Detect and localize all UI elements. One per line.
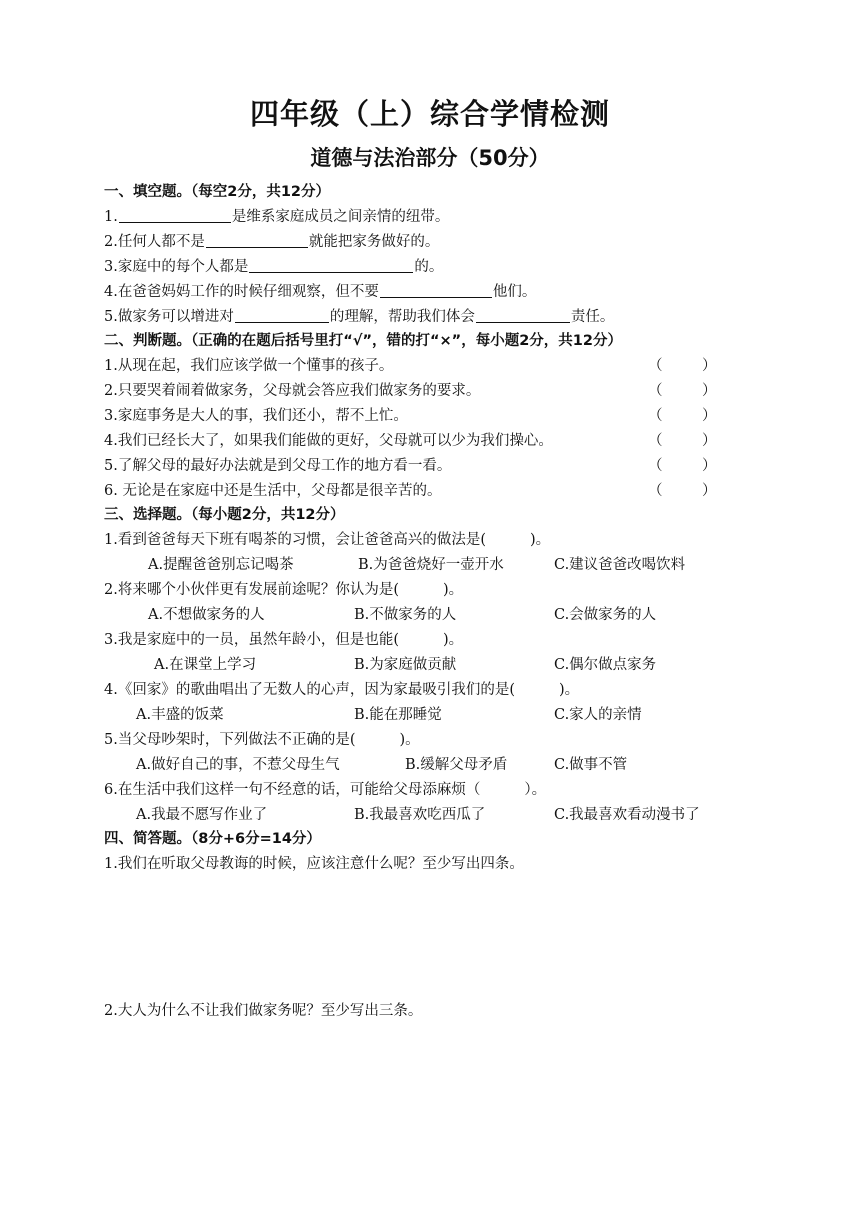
question-text: )。: [443, 632, 464, 648]
choice-option-c[interactable]: C.建议爸爸改喝饮料: [554, 557, 686, 573]
answer-parentheses[interactable]: （ ）: [648, 458, 717, 474]
answer-parentheses[interactable]: （ ）: [648, 358, 717, 374]
fill-question-2: [104, 230, 439, 254]
judge-question-5: 5.了解父母的最好办法就是到父母工作的地方看一看。: [104, 458, 452, 474]
choice-option-a[interactable]: A.提醒爸爸别忘记喝茶: [148, 557, 294, 573]
judge-question-1: 1.从现在起，我们应该学做一个懂事的孩子。: [104, 358, 394, 374]
question-number: 1.: [104, 209, 118, 225]
choice-question-1: [104, 528, 550, 552]
question-text: 1.看到爸爸每天下班有喝茶的习惯，会让爸爸高兴的做法是(: [104, 532, 486, 548]
fill-question-3: [104, 255, 443, 279]
choice-option-c[interactable]: C.会做家务的人: [554, 607, 657, 623]
answer-blank[interactable]: [380, 281, 492, 298]
fill-question-5: [104, 305, 614, 329]
choice-option-a[interactable]: A.在课堂上学习: [154, 657, 257, 673]
question-text: 是维系家庭成员之间亲情的纽带。: [231, 209, 450, 225]
choice-option-b[interactable]: B.不做家务的人: [354, 607, 457, 623]
question-text: )。: [443, 582, 464, 598]
fill-question-1: [104, 205, 449, 229]
question-text: 的理解，帮助我们体会: [329, 309, 475, 325]
choice-option-c[interactable]: C.我最喜欢看动漫书了: [554, 807, 700, 823]
choice-option-c[interactable]: C.偶尔做点家务: [554, 657, 657, 673]
section-fill-heading: 一、填空题。（每空2分，共12分）: [104, 184, 331, 200]
answer-blank[interactable]: [476, 306, 570, 323]
question-text: 5.做家务可以增进对: [104, 309, 234, 325]
question-text: )。: [399, 732, 420, 748]
answer-blank[interactable]: [119, 206, 231, 223]
question-text: 他们。: [492, 284, 537, 300]
answer-blank[interactable]: [249, 256, 413, 273]
answer-parentheses[interactable]: （ ）: [648, 433, 717, 449]
answer-parentheses[interactable]: （ ）: [648, 383, 717, 399]
choice-option-b[interactable]: B.缓解父母矛盾: [405, 757, 508, 773]
question-text: 4.在爸爸妈妈工作的时候仔细观察，但不要: [104, 284, 379, 300]
choice-option-a[interactable]: A.丰盛的饭菜: [136, 707, 224, 723]
question-text: 3.家庭中的每个人都是: [104, 259, 249, 275]
fill-question-4: [104, 280, 536, 304]
page-title: 四年级（上）综合学情检测: [249, 97, 610, 131]
choice-question-4: [104, 678, 579, 702]
question-text: 责任。: [570, 309, 615, 325]
question-text: 3.我是家庭中的一员，虽然年龄小，但是也能(: [104, 632, 399, 648]
answer-parentheses[interactable]: （ ）: [648, 408, 717, 424]
choice-option-b[interactable]: B.我最喜欢吃西瓜了: [354, 807, 486, 823]
short-answer-question-1: 1.我们在听取父母教诲的时候，应该注意什么呢？至少写出四条。: [104, 856, 524, 872]
choice-option-b[interactable]: B.能在那睡觉: [354, 707, 442, 723]
question-text: 2.将来哪个小伙伴更有发展前途呢？你认为是(: [104, 582, 399, 598]
judge-question-3: 3.家庭事务是大人的事，我们还小，帮不上忙。: [104, 408, 408, 424]
answer-blank[interactable]: [235, 306, 329, 323]
question-text: 6.在生活中我们这样一句不经意的话，可能给父母添麻烦（: [104, 782, 481, 798]
choice-question-2: [104, 578, 463, 602]
answer-parentheses[interactable]: （ ）: [648, 483, 717, 499]
judge-question-6: 6. 无论是在家庭中还是生活中，父母都是很辛苦的。: [104, 483, 442, 499]
question-text: 2.任何人都不是: [104, 234, 205, 250]
question-text: )。: [530, 532, 551, 548]
choice-question-5: [104, 728, 420, 752]
choice-option-c[interactable]: C.家人的亲情: [554, 707, 642, 723]
choice-option-a[interactable]: A.不想做家务的人: [148, 607, 265, 623]
question-text: 的。: [414, 259, 444, 275]
choice-option-b[interactable]: B.为家庭做贡献: [354, 657, 457, 673]
section-judge-heading: 二、判断题。（正确的在题后括号里打“√”，错的打“×”，每小题2分，共12分）: [104, 333, 622, 349]
question-text: )。: [559, 682, 580, 698]
choice-option-a[interactable]: A.我最不愿写作业了: [136, 807, 268, 823]
judge-question-4: 4.我们已经长大了，如果我们能做的更好，父母就可以少为我们操心。: [104, 433, 553, 449]
choice-question-6: [104, 778, 546, 802]
question-text: 4.《回家》的歌曲唱出了无数人的心声，因为家最吸引我们的是(: [104, 682, 515, 698]
question-text: ）。: [524, 782, 547, 798]
short-answer-question-2: 2.大人为什么不让我们做家务呢？至少写出三条。: [104, 1003, 423, 1019]
section-choice-heading: 三、选择题。（每小题2分，共12分）: [104, 507, 345, 523]
section-short-answer-heading: 四、简答题。（8分+6分=14分）: [104, 831, 321, 847]
page-subtitle: 道德与法治部分（50分）: [310, 146, 550, 170]
choice-option-a[interactable]: A.做好自己的事，不惹父母生气: [136, 757, 340, 773]
question-text: 就能把家务做好的。: [308, 234, 440, 250]
judge-question-2: 2.只要哭着闹着做家务，父母就会答应我们做家务的要求。: [104, 383, 481, 399]
answer-blank[interactable]: [206, 231, 308, 248]
choice-question-3: [104, 628, 463, 652]
choice-option-b[interactable]: B.为爸爸烧好一壶开水: [358, 557, 504, 573]
choice-option-c[interactable]: C.做事不管: [554, 757, 628, 773]
question-text: 5.当父母吵架时，下列做法不正确的是(: [104, 732, 356, 748]
